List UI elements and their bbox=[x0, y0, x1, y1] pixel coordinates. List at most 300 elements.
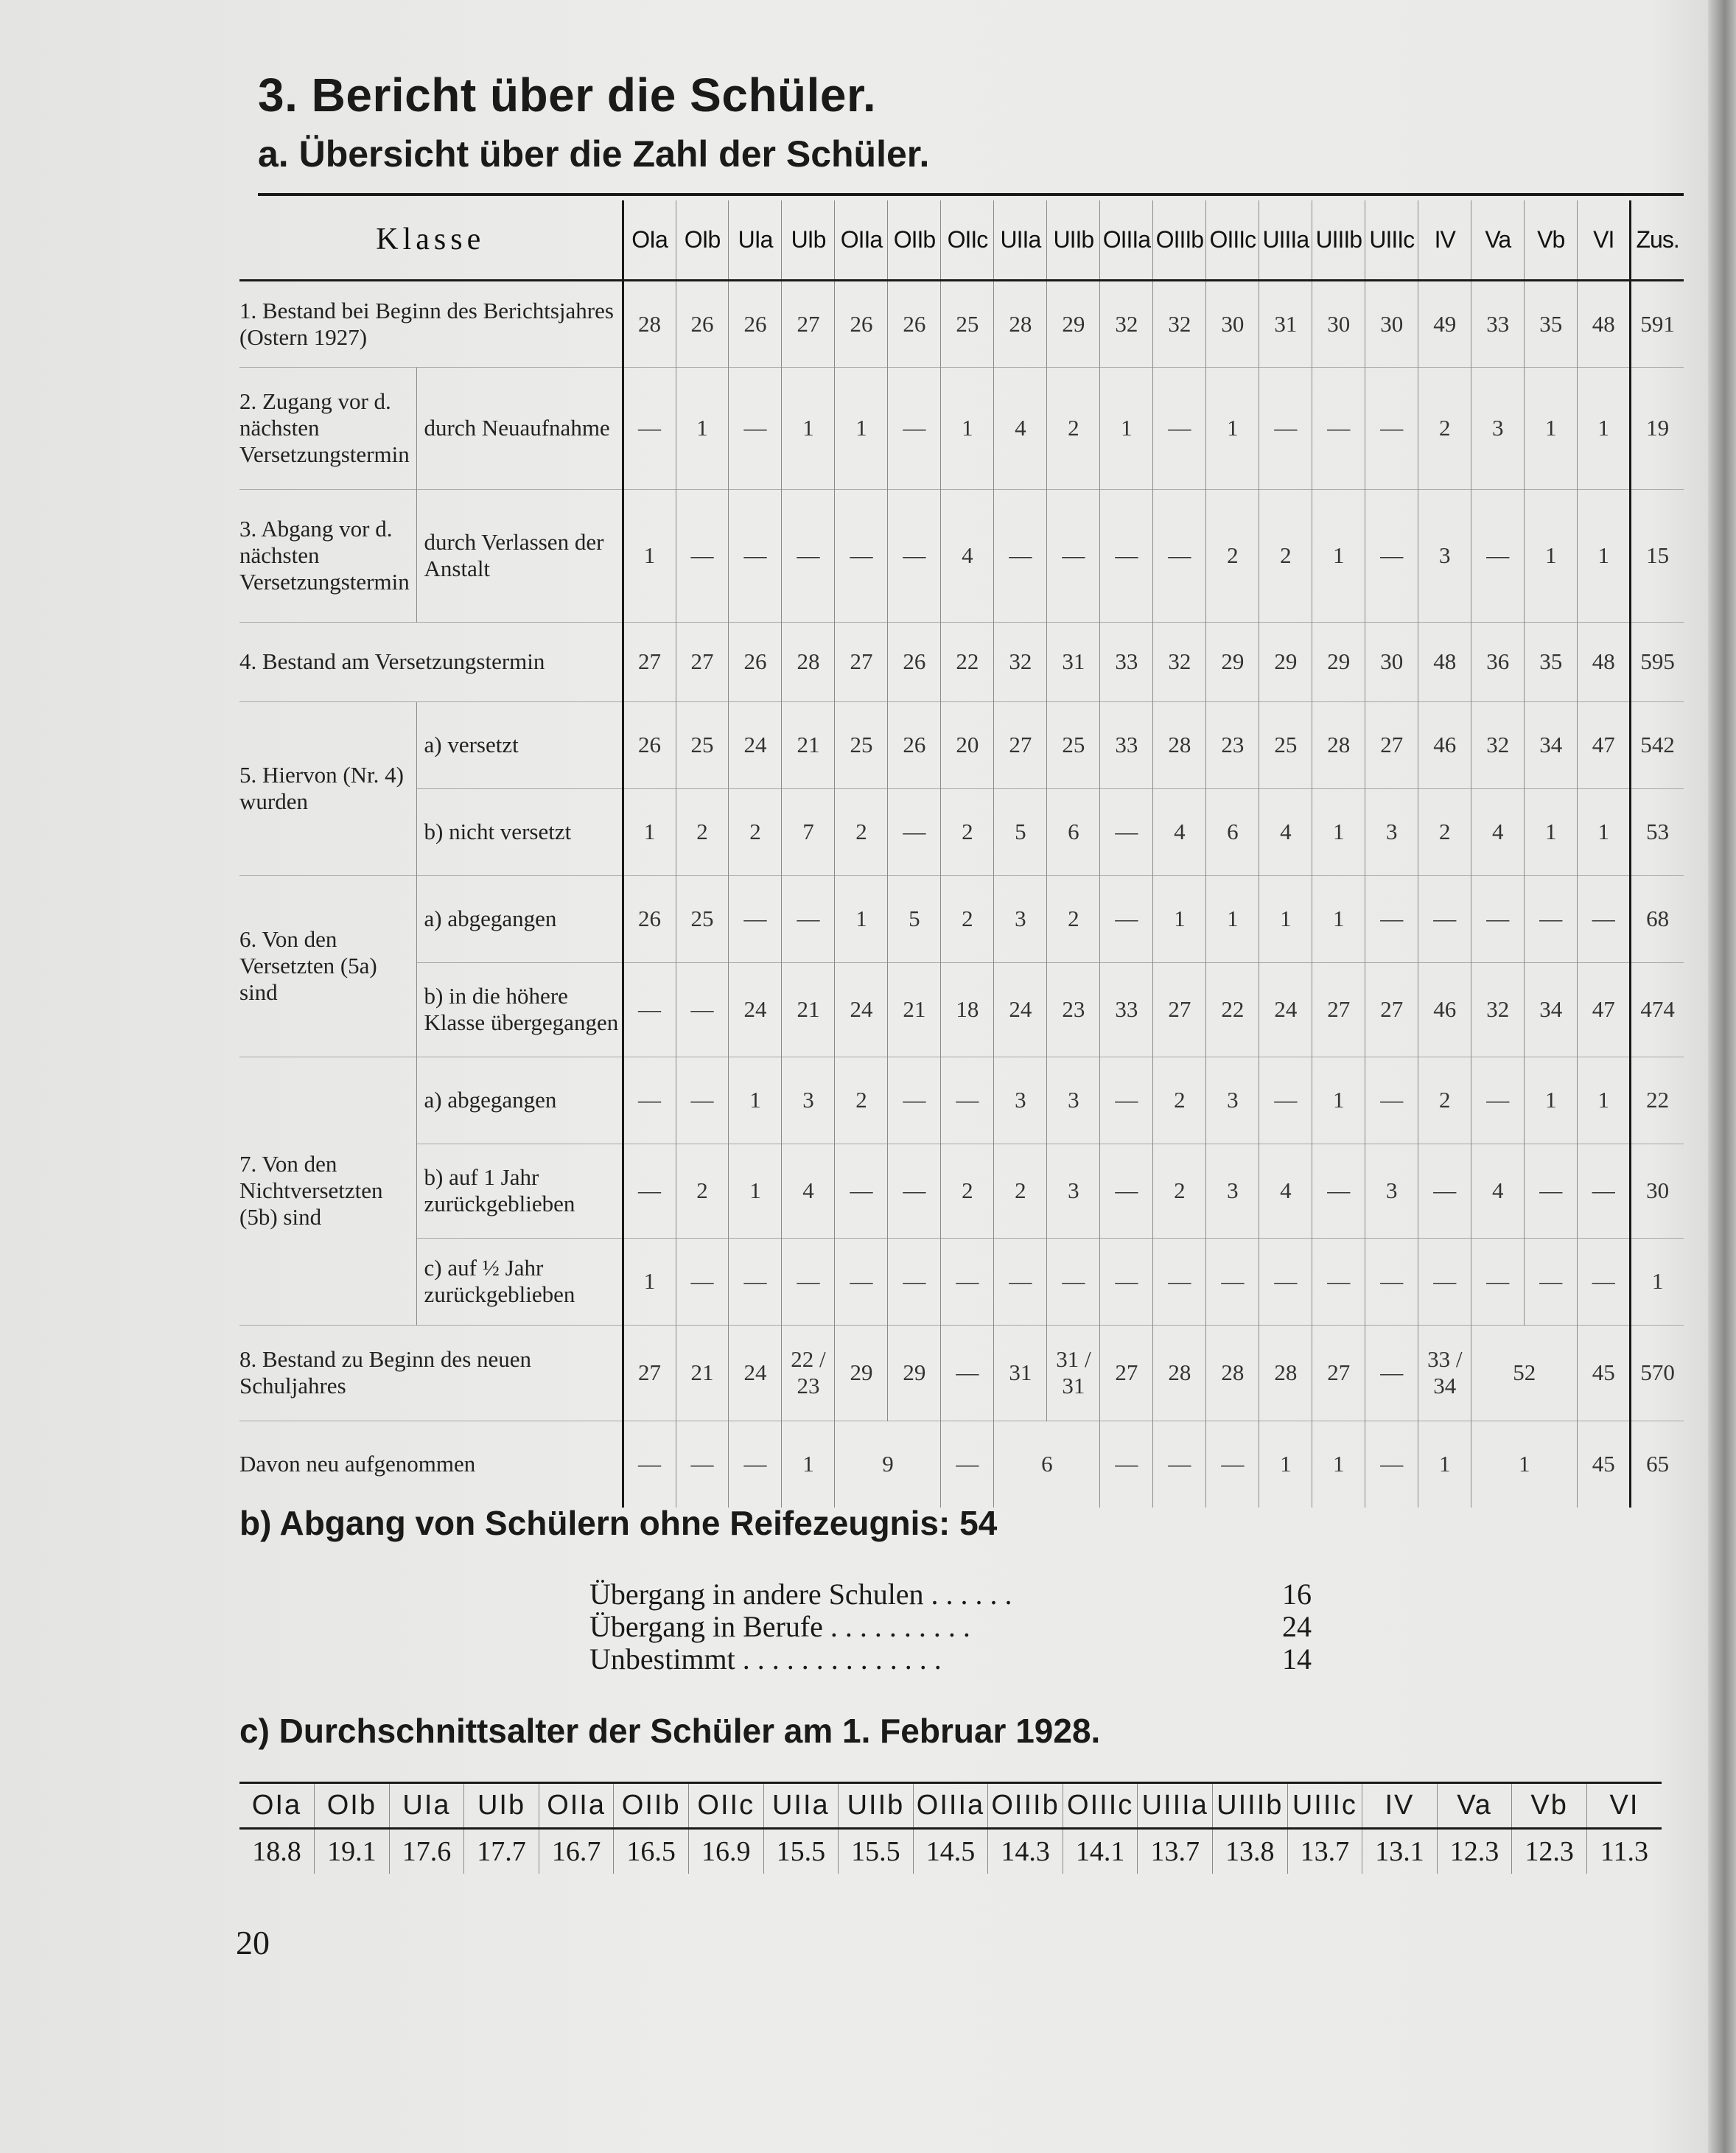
value-cell: 2 bbox=[1047, 367, 1100, 489]
value-cell: — bbox=[1418, 1238, 1471, 1325]
value-cell: — bbox=[1100, 1057, 1153, 1144]
value-cell: 23 bbox=[1206, 701, 1259, 788]
value-cell: — bbox=[1525, 875, 1578, 962]
section-c-title: c) Durchschnittsalter der Schüler am 1. Februar 1928. bbox=[239, 1712, 1101, 1750]
value-cell: 35 bbox=[1525, 280, 1578, 367]
value-cell: 3 bbox=[1206, 1144, 1259, 1238]
value-cell: 4 bbox=[941, 489, 994, 622]
total-cell: 1 bbox=[1631, 1238, 1684, 1325]
value-cell: 28 bbox=[994, 280, 1047, 367]
value-cell: 47 bbox=[1578, 701, 1631, 788]
age-value: 14.1 bbox=[1063, 1829, 1138, 1874]
value-cell: 2 bbox=[1047, 875, 1100, 962]
value-cell: — bbox=[941, 1421, 994, 1508]
class-header: Vb bbox=[1525, 200, 1578, 280]
value-cell: 20 bbox=[941, 701, 994, 788]
value-cell: 22 bbox=[1206, 962, 1259, 1057]
value-cell: 1 bbox=[1525, 788, 1578, 875]
class-header: UIa bbox=[729, 200, 782, 280]
value-cell: 5 bbox=[888, 875, 941, 962]
total-cell: 19 bbox=[1631, 367, 1684, 489]
value-cell: — bbox=[888, 367, 941, 489]
value-cell: — bbox=[941, 1238, 994, 1325]
value-cell: 24 bbox=[729, 701, 782, 788]
age-value: 15.5 bbox=[839, 1829, 914, 1874]
value-cell: 34 bbox=[1525, 962, 1578, 1057]
value-cell: — bbox=[888, 489, 941, 622]
total-cell: 474 bbox=[1631, 962, 1684, 1057]
summary-value: 14 bbox=[1282, 1642, 1312, 1676]
class-header: UIIIb bbox=[1312, 200, 1365, 280]
value-cell: 6 bbox=[1206, 788, 1259, 875]
value-cell: 24 bbox=[729, 1325, 782, 1421]
value-cell: 49 bbox=[1418, 280, 1471, 367]
value-cell: 2 bbox=[1206, 489, 1259, 622]
value-cell: — bbox=[1312, 1144, 1365, 1238]
summary-label: Übergang in Berufe . . . . . . . . . . bbox=[589, 1610, 970, 1643]
value-cell: — bbox=[676, 1238, 729, 1325]
value-cell: 30 bbox=[1365, 280, 1418, 367]
value-cell: 32 bbox=[1471, 962, 1525, 1057]
value-cell: 32 bbox=[1153, 280, 1206, 367]
value-cell: — bbox=[676, 1057, 729, 1144]
total-cell: 30 bbox=[1631, 1144, 1684, 1238]
age-class-header: OIIc bbox=[688, 1783, 763, 1829]
value-cell: — bbox=[888, 1238, 941, 1325]
total-cell: 15 bbox=[1631, 489, 1684, 622]
table-row bbox=[239, 962, 1684, 1057]
value-cell: — bbox=[1100, 1144, 1153, 1238]
value-cell: — bbox=[1259, 1238, 1312, 1325]
value-cell: 2 bbox=[1418, 1057, 1471, 1144]
table-row bbox=[239, 1421, 1684, 1508]
age-class-header: VI bbox=[1586, 1783, 1662, 1829]
age-value: 17.7 bbox=[464, 1829, 539, 1874]
age-class-header: UIIIa bbox=[1138, 1783, 1213, 1829]
value-cell: — bbox=[941, 1325, 994, 1421]
value-cell: 28 bbox=[1153, 1325, 1206, 1421]
value-cell: 1 bbox=[1525, 489, 1578, 622]
table-row bbox=[239, 489, 1684, 622]
value-cell: 3 bbox=[1471, 367, 1525, 489]
value-cell: — bbox=[1100, 875, 1153, 962]
value-cell: 29 bbox=[1206, 622, 1259, 701]
value-cell: — bbox=[782, 489, 835, 622]
value-cell: — bbox=[729, 1238, 782, 1325]
value-cell: 26 bbox=[623, 701, 676, 788]
value-cell: — bbox=[729, 1421, 782, 1508]
age-value: 13.8 bbox=[1213, 1829, 1288, 1874]
class-header: OIIIc bbox=[1206, 200, 1259, 280]
value-cell: 34 bbox=[1525, 701, 1578, 788]
value-cell: — bbox=[1153, 1238, 1206, 1325]
total-cell: 53 bbox=[1631, 788, 1684, 875]
value-cell: 1 bbox=[729, 1057, 782, 1144]
summary-label: Unbestimmt . . . . . . . . . . . . . . bbox=[589, 1642, 942, 1676]
value-cell: — bbox=[1259, 367, 1312, 489]
value-cell: — bbox=[1365, 1325, 1418, 1421]
value-cell: 1 bbox=[1418, 1421, 1471, 1508]
value-cell: 1 bbox=[623, 788, 676, 875]
age-class-header: UIIIc bbox=[1287, 1783, 1362, 1829]
value-cell: 1 bbox=[1471, 1421, 1578, 1508]
age-class-header: OIIa bbox=[539, 1783, 614, 1829]
value-cell: — bbox=[1047, 1238, 1100, 1325]
age-header-row bbox=[239, 1783, 1662, 1829]
age-value: 16.7 bbox=[539, 1829, 614, 1874]
value-cell: 45 bbox=[1578, 1421, 1631, 1508]
value-cell: 4 bbox=[1471, 1144, 1525, 1238]
value-cell: 1 bbox=[835, 875, 888, 962]
age-value: 12.3 bbox=[1512, 1829, 1587, 1874]
age-value: 16.5 bbox=[614, 1829, 689, 1874]
value-cell: — bbox=[1578, 1238, 1631, 1325]
value-cell: 6 bbox=[1047, 788, 1100, 875]
value-cell: — bbox=[1418, 1144, 1471, 1238]
value-cell: 1 bbox=[1100, 367, 1153, 489]
value-cell: — bbox=[1525, 1238, 1578, 1325]
value-cell: 48 bbox=[1418, 622, 1471, 701]
total-cell: 570 bbox=[1631, 1325, 1684, 1421]
value-cell: 2 bbox=[1418, 367, 1471, 489]
value-cell: 9 bbox=[835, 1421, 941, 1508]
row-label: 8. Bestand zu Beginn des neuen Schuljahres bbox=[239, 1325, 623, 1421]
age-class-header: Vb bbox=[1512, 1783, 1587, 1829]
value-cell: 25 bbox=[676, 875, 729, 962]
total-cell: 68 bbox=[1631, 875, 1684, 962]
table-row bbox=[239, 1238, 1684, 1325]
value-cell: 28 bbox=[623, 280, 676, 367]
row-label: 6. Von den Versetzten (5a) sind bbox=[239, 875, 416, 1057]
value-cell: 1 bbox=[1206, 875, 1259, 962]
value-cell: — bbox=[1365, 1238, 1418, 1325]
class-header: OIIc bbox=[941, 200, 994, 280]
value-cell: 27 bbox=[1312, 962, 1365, 1057]
age-value: 14.5 bbox=[913, 1829, 988, 1874]
value-cell: — bbox=[888, 1144, 941, 1238]
value-cell: 46 bbox=[1418, 701, 1471, 788]
value-cell: 1 bbox=[782, 367, 835, 489]
row-label: 4. Bestand am Versetzungstermin bbox=[239, 622, 623, 701]
value-cell: — bbox=[782, 875, 835, 962]
class-header: OIIIb bbox=[1153, 200, 1206, 280]
value-cell: — bbox=[1578, 875, 1631, 962]
value-cell: 1 bbox=[1525, 367, 1578, 489]
value-cell: 26 bbox=[835, 280, 888, 367]
value-cell: 2 bbox=[676, 788, 729, 875]
value-cell: — bbox=[676, 489, 729, 622]
value-cell: 29 bbox=[1259, 622, 1312, 701]
value-cell: — bbox=[729, 489, 782, 622]
value-cell: 31 bbox=[1047, 622, 1100, 701]
value-cell: 2 bbox=[1153, 1057, 1206, 1144]
value-cell: — bbox=[623, 1144, 676, 1238]
age-class-header: OIIb bbox=[614, 1783, 689, 1829]
value-cell: — bbox=[676, 1421, 729, 1508]
value-cell: — bbox=[1312, 1238, 1365, 1325]
row-sublabel: a) abgegangen bbox=[416, 1057, 623, 1144]
value-cell: 1 bbox=[1259, 1421, 1312, 1508]
table-row bbox=[239, 788, 1684, 875]
value-cell: 3 bbox=[1418, 489, 1471, 622]
value-cell: 27 bbox=[782, 280, 835, 367]
value-cell: 2 bbox=[835, 1057, 888, 1144]
table-row bbox=[239, 1144, 1684, 1238]
value-cell: 52 bbox=[1471, 1325, 1578, 1421]
value-cell: — bbox=[1153, 367, 1206, 489]
value-cell: 28 bbox=[782, 622, 835, 701]
age-value: 14.3 bbox=[988, 1829, 1063, 1874]
value-cell: 1 bbox=[676, 367, 729, 489]
book-spine bbox=[1708, 0, 1736, 2153]
value-cell: — bbox=[1100, 788, 1153, 875]
value-cell: 4 bbox=[1471, 788, 1525, 875]
value-cell: 7 bbox=[782, 788, 835, 875]
value-cell: — bbox=[782, 1238, 835, 1325]
value-cell: 1 bbox=[1259, 875, 1312, 962]
age-value: 16.9 bbox=[688, 1829, 763, 1874]
total-cell: 542 bbox=[1631, 701, 1684, 788]
value-cell: 33 bbox=[1100, 701, 1153, 788]
class-header: IV bbox=[1418, 200, 1471, 280]
value-cell: 3 bbox=[1365, 1144, 1418, 1238]
value-cell: 2 bbox=[941, 788, 994, 875]
value-cell: 47 bbox=[1578, 962, 1631, 1057]
value-cell: — bbox=[623, 962, 676, 1057]
value-cell: 1 bbox=[623, 489, 676, 622]
pupil-count-table bbox=[239, 200, 1684, 1508]
age-value: 18.8 bbox=[252, 1836, 301, 1867]
value-cell: 27 bbox=[835, 622, 888, 701]
value-cell: 32 bbox=[994, 622, 1047, 701]
value-cell: 1 bbox=[1153, 875, 1206, 962]
value-cell: — bbox=[1100, 1238, 1153, 1325]
value-cell: 36 bbox=[1471, 622, 1525, 701]
value-cell: 1 bbox=[1312, 875, 1365, 962]
value-cell: 26 bbox=[888, 622, 941, 701]
value-cell: 32 bbox=[1471, 701, 1525, 788]
row-sublabel: durch Verlassen der Anstalt bbox=[416, 489, 623, 622]
class-header: OIa bbox=[623, 200, 676, 280]
value-cell: 3 bbox=[782, 1057, 835, 1144]
value-cell: 1 bbox=[1578, 367, 1631, 489]
age-values-row bbox=[239, 1829, 1662, 1874]
value-cell: — bbox=[729, 875, 782, 962]
summary-line-undetermined bbox=[589, 1642, 1312, 1677]
class-header: UIIa bbox=[994, 200, 1047, 280]
summary-line-professions bbox=[589, 1609, 1312, 1645]
class-header: OIIIa bbox=[1100, 200, 1153, 280]
value-cell: — bbox=[1471, 489, 1525, 622]
average-age-table bbox=[239, 1782, 1662, 1874]
value-cell: 24 bbox=[835, 962, 888, 1057]
value-cell: — bbox=[1365, 367, 1418, 489]
value-cell: 21 bbox=[782, 701, 835, 788]
value-cell: — bbox=[1100, 1421, 1153, 1508]
value-cell: 32 bbox=[1153, 622, 1206, 701]
value-cell: 28 bbox=[1206, 1325, 1259, 1421]
value-cell: 25 bbox=[1047, 701, 1100, 788]
value-cell: 27 bbox=[1312, 1325, 1365, 1421]
klasse-header: Klasse bbox=[239, 200, 623, 280]
value-cell: — bbox=[1259, 1057, 1312, 1144]
value-cell: 2 bbox=[994, 1144, 1047, 1238]
value-cell: — bbox=[1206, 1421, 1259, 1508]
total-header: Zus. bbox=[1631, 200, 1684, 280]
value-cell: 27 bbox=[676, 622, 729, 701]
class-header: OIIa bbox=[835, 200, 888, 280]
value-cell: 25 bbox=[1259, 701, 1312, 788]
value-cell: 28 bbox=[1312, 701, 1365, 788]
value-cell: — bbox=[1365, 1057, 1418, 1144]
value-cell: 25 bbox=[676, 701, 729, 788]
value-cell: — bbox=[835, 1238, 888, 1325]
value-cell: 27 bbox=[1100, 1325, 1153, 1421]
heading-rule bbox=[258, 193, 1684, 196]
value-cell: 2 bbox=[941, 1144, 994, 1238]
value-cell: 29 bbox=[1047, 280, 1100, 367]
age-class-header: UIIIb bbox=[1213, 1783, 1288, 1829]
value-cell: 33 bbox=[1100, 622, 1153, 701]
value-cell: 28 bbox=[1153, 701, 1206, 788]
row-label: 1. Bestand bei Beginn des Berichtsjahres (Ostern 1927) bbox=[239, 280, 623, 367]
value-cell: — bbox=[994, 1238, 1047, 1325]
age-value: 15.5 bbox=[763, 1829, 839, 1874]
age-value: 17.6 bbox=[389, 1829, 464, 1874]
age-class-header: UIIb bbox=[839, 1783, 914, 1829]
total-cell: 591 bbox=[1631, 280, 1684, 367]
value-cell: — bbox=[1471, 875, 1525, 962]
value-cell: 29 bbox=[1312, 622, 1365, 701]
table-row bbox=[239, 1325, 1684, 1421]
value-cell: 31 bbox=[1259, 280, 1312, 367]
value-cell: 26 bbox=[676, 280, 729, 367]
total-cell: 65 bbox=[1631, 1421, 1684, 1508]
table-row bbox=[239, 622, 1684, 701]
value-cell: 1 bbox=[1312, 489, 1365, 622]
value-cell: 2 bbox=[1153, 1144, 1206, 1238]
value-cell: 33 bbox=[1471, 280, 1525, 367]
summary-value: 16 bbox=[1282, 1578, 1312, 1611]
table-row bbox=[239, 280, 1684, 367]
age-class-header: IV bbox=[1362, 1783, 1438, 1829]
value-cell: — bbox=[623, 1057, 676, 1144]
value-cell: 1 bbox=[623, 1238, 676, 1325]
value-cell: 3 bbox=[994, 1057, 1047, 1144]
value-cell: 27 bbox=[623, 1325, 676, 1421]
value-cell: 22 bbox=[941, 622, 994, 701]
row-label: 5. Hiervon (Nr. 4) wurden bbox=[239, 701, 416, 875]
value-cell: — bbox=[1471, 1057, 1525, 1144]
value-cell: — bbox=[1578, 1144, 1631, 1238]
value-cell: 27 bbox=[1153, 962, 1206, 1057]
summary-value: 24 bbox=[1282, 1610, 1312, 1643]
value-cell: 4 bbox=[1259, 1144, 1312, 1238]
value-cell: 1 bbox=[1312, 1057, 1365, 1144]
value-cell: — bbox=[1153, 489, 1206, 622]
value-cell: 4 bbox=[1153, 788, 1206, 875]
value-cell: 26 bbox=[729, 622, 782, 701]
age-value: 12.3 bbox=[1437, 1829, 1512, 1874]
age-class-header: OIIIa bbox=[913, 1783, 988, 1829]
value-cell: 21 bbox=[888, 962, 941, 1057]
value-cell: — bbox=[623, 1421, 676, 1508]
value-cell: 1 bbox=[1206, 367, 1259, 489]
value-cell: 32 bbox=[1100, 280, 1153, 367]
value-cell: 1 bbox=[729, 1144, 782, 1238]
age-value: 19.1 bbox=[315, 1829, 390, 1874]
value-cell: 31 bbox=[994, 1325, 1047, 1421]
section-heading: 3. Bericht über die Schüler. bbox=[258, 69, 877, 122]
value-cell: 1 bbox=[1525, 1057, 1578, 1144]
class-header: UIb bbox=[782, 200, 835, 280]
age-class-header: OIIIb bbox=[988, 1783, 1063, 1829]
value-cell: — bbox=[1100, 489, 1153, 622]
value-cell: — bbox=[1525, 1144, 1578, 1238]
age-class-header: OIIIc bbox=[1063, 1783, 1138, 1829]
value-cell: — bbox=[623, 367, 676, 489]
value-cell: 48 bbox=[1578, 622, 1631, 701]
value-cell: 35 bbox=[1525, 622, 1578, 701]
value-cell: 24 bbox=[1259, 962, 1312, 1057]
value-cell: — bbox=[1471, 1238, 1525, 1325]
value-cell: — bbox=[1153, 1421, 1206, 1508]
value-cell: 33 / 34 bbox=[1418, 1325, 1471, 1421]
value-cell: 3 bbox=[1047, 1144, 1100, 1238]
age-class-header: OIa bbox=[239, 1783, 315, 1829]
value-cell: 6 bbox=[994, 1421, 1100, 1508]
value-cell: 26 bbox=[888, 701, 941, 788]
value-cell: 1 bbox=[1312, 1421, 1365, 1508]
value-cell: 1 bbox=[941, 367, 994, 489]
value-cell: 27 bbox=[623, 622, 676, 701]
class-header: OIIb bbox=[888, 200, 941, 280]
value-cell: 26 bbox=[888, 280, 941, 367]
value-cell: — bbox=[1365, 875, 1418, 962]
value-cell: 2 bbox=[1418, 788, 1471, 875]
value-cell: 25 bbox=[941, 280, 994, 367]
value-cell: — bbox=[1047, 489, 1100, 622]
value-cell: — bbox=[1206, 1238, 1259, 1325]
value-cell: 30 bbox=[1365, 622, 1418, 701]
class-header: UIIb bbox=[1047, 200, 1100, 280]
value-cell: 45 bbox=[1578, 1325, 1631, 1421]
value-cell: — bbox=[1365, 1421, 1418, 1508]
value-cell: 5 bbox=[994, 788, 1047, 875]
table-heading: a. Übersicht über die Zahl der Schüler. bbox=[258, 133, 930, 175]
value-cell: — bbox=[888, 788, 941, 875]
value-cell: 3 bbox=[1365, 788, 1418, 875]
value-cell: 29 bbox=[835, 1325, 888, 1421]
value-cell: — bbox=[676, 962, 729, 1057]
age-class-header: Va bbox=[1437, 1783, 1512, 1829]
value-cell: 26 bbox=[729, 280, 782, 367]
value-cell: — bbox=[888, 1057, 941, 1144]
value-cell: 28 bbox=[1259, 1325, 1312, 1421]
value-cell: — bbox=[835, 1144, 888, 1238]
age-class-header: UIb bbox=[464, 1783, 539, 1829]
value-cell: 1 bbox=[1578, 788, 1631, 875]
header-row bbox=[239, 200, 1684, 280]
row-label: 2. Zugang vor d. nächsten Versetzungstermin bbox=[239, 367, 416, 489]
value-cell: 2 bbox=[1259, 489, 1312, 622]
age-class-header: UIa bbox=[389, 1783, 464, 1829]
table-row bbox=[239, 1057, 1684, 1144]
row-sublabel: b) nicht versetzt bbox=[416, 788, 623, 875]
row-label: Davon neu aufgenommen bbox=[239, 1421, 623, 1508]
value-cell: 46 bbox=[1418, 962, 1471, 1057]
value-cell: 33 bbox=[1100, 962, 1153, 1057]
